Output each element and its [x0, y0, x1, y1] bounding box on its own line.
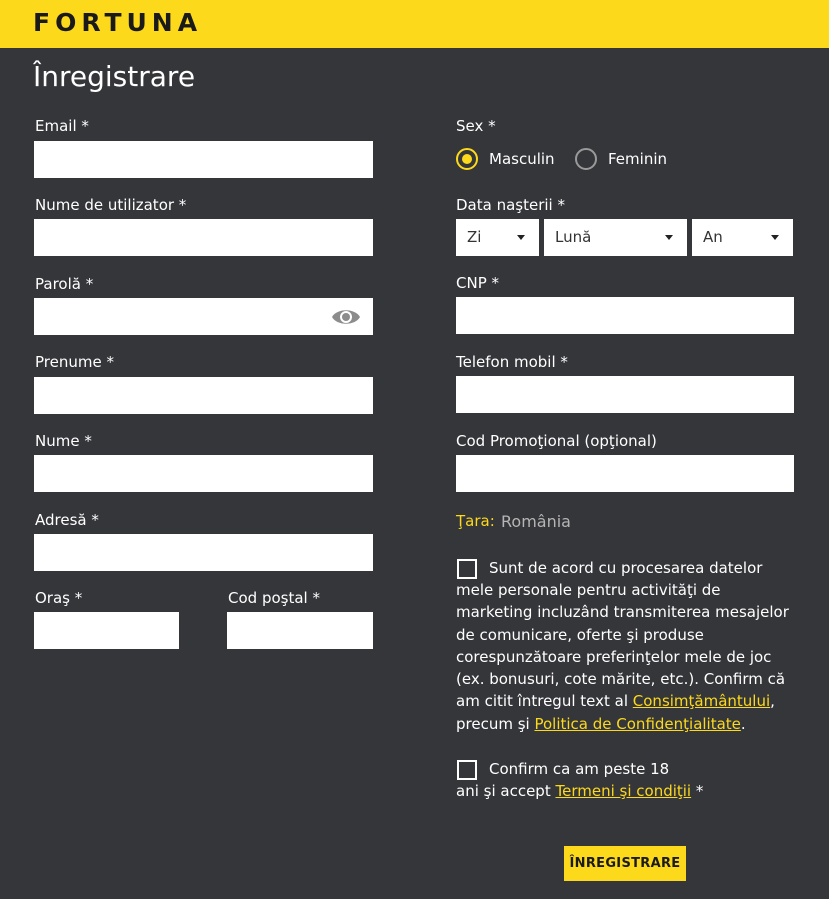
privacy-policy-link[interactable]: Politica de Confidenţialitate	[534, 715, 741, 733]
birth-year-select[interactable]	[692, 219, 793, 256]
consent-line: (ex. bonusuri, cote mărite, etc.). Confirm că	[456, 670, 786, 688]
fortuna-logo[interactable]: FORTUNA	[33, 8, 203, 37]
lastname-input[interactable]	[34, 455, 373, 492]
consent-line: de comunicare, oferte şi produse	[456, 626, 704, 644]
birthdate-label: Data naşterii *	[456, 196, 565, 214]
city-label: Oraş *	[35, 589, 83, 607]
consent-link[interactable]: Consimţământului	[632, 692, 771, 710]
birth-month-value: Lună	[555, 228, 592, 246]
address-input[interactable]	[34, 534, 373, 571]
consent-text: precum şi	[456, 715, 535, 733]
postal-code-input[interactable]	[227, 612, 373, 649]
username-input[interactable]	[34, 219, 373, 256]
consent-line: Sunt de acord cu procesarea datelor	[489, 559, 763, 577]
country-value: România	[501, 512, 571, 531]
consent-line: mele personale pentru activităţi de	[456, 581, 721, 599]
age-text: *	[691, 782, 704, 800]
firstname-label: Prenume *	[35, 353, 114, 371]
birth-day-value: Zi	[467, 228, 482, 246]
email-input[interactable]	[34, 141, 373, 178]
username-label: Nume de utilizator *	[35, 196, 187, 214]
chevron-down-icon	[517, 235, 525, 240]
consent-line	[456, 690, 775, 712]
firstname-input[interactable]	[34, 377, 373, 414]
lastname-label: Nume *	[35, 432, 92, 450]
register-button[interactable]: ÎNREGISTRARE	[564, 846, 686, 881]
phone-input[interactable]	[456, 376, 794, 413]
terms-link[interactable]: Termeni şi condiţii	[555, 782, 692, 800]
age-line: Confirm ca am peste 18	[489, 760, 670, 778]
city-input[interactable]	[34, 612, 179, 649]
country-label: Ţara:	[456, 512, 495, 530]
consent-text: ,	[770, 692, 775, 710]
age-line	[456, 780, 703, 802]
sex-label: Sex *	[456, 117, 496, 135]
sex-option-feminin-label[interactable]: Feminin	[608, 150, 667, 168]
birth-day-select[interactable]	[456, 219, 539, 256]
consent-text: am citit întregul text al	[456, 692, 633, 710]
consent-line	[456, 713, 746, 735]
age-text: ani şi accept	[456, 782, 556, 800]
age-terms-text	[456, 758, 796, 804]
consent-text: .	[740, 715, 746, 733]
password-input[interactable]	[34, 298, 373, 335]
sex-radio-feminin[interactable]	[575, 148, 597, 170]
phone-label: Telefon mobil *	[456, 353, 568, 371]
sex-option-masculin-label[interactable]: Masculin	[489, 150, 555, 168]
marketing-consent-text	[456, 557, 796, 737]
consent-line: marketing incluzând transmiterea mesajelor	[456, 603, 789, 621]
email-label: Email *	[35, 117, 89, 135]
page-title: Înregistrare	[33, 60, 196, 93]
cnp-input[interactable]	[456, 297, 794, 334]
promo-code-input[interactable]	[456, 455, 794, 492]
address-label: Adresă *	[35, 511, 99, 529]
chevron-down-icon	[771, 235, 779, 240]
chevron-down-icon	[665, 235, 673, 240]
postal-code-label: Cod poştal *	[228, 589, 320, 607]
promo-code-label: Cod Promoţional (opţional)	[456, 432, 657, 450]
password-label: Parolă *	[35, 275, 94, 293]
sex-radio-masculin[interactable]	[456, 148, 478, 170]
birth-year-value: An	[703, 228, 723, 246]
birth-month-select[interactable]	[544, 219, 687, 256]
show-password-eye-icon[interactable]	[331, 306, 361, 328]
cnp-label: CNP *	[456, 274, 500, 292]
top-bar	[0, 0, 829, 48]
consent-line: corespunzătoare preferinţelor mele de joc	[456, 648, 772, 666]
